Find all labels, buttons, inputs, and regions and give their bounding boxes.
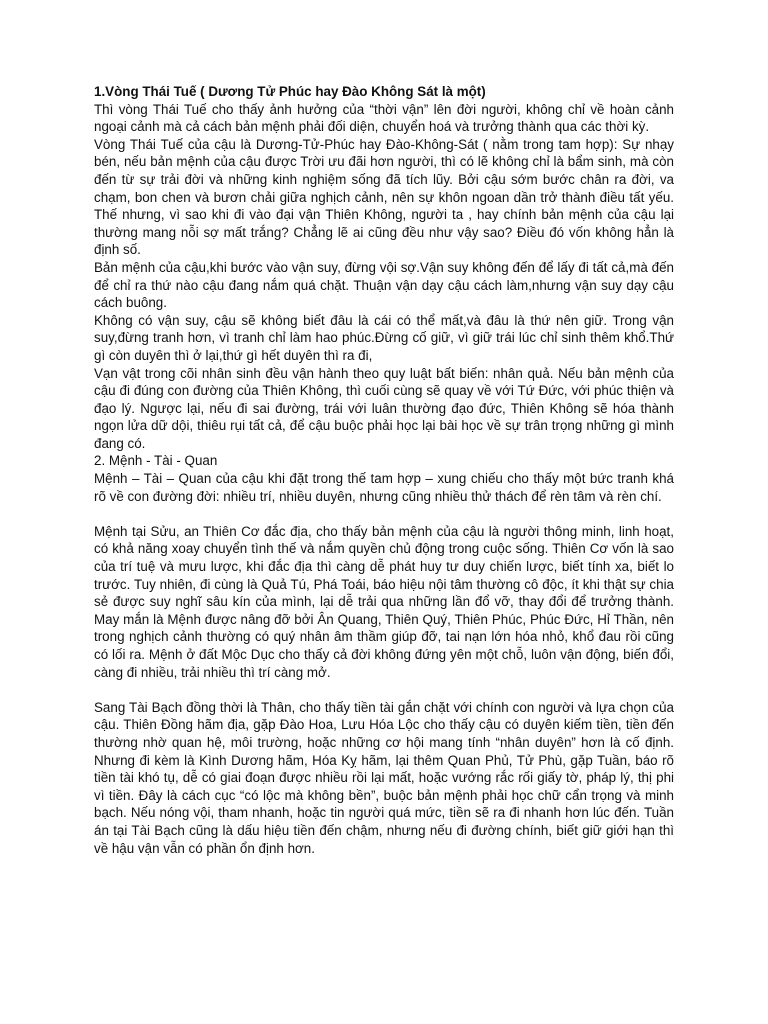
blank-line	[94, 681, 674, 699]
paragraph-menh: Mệnh tại Sửu, an Thiên Cơ đắc địa, cho thấy bản mệnh của cậu là người thông minh, linh hoạt, có khả năng xoay chuyển tình thế và nắm quyền chủ động trong cuộc sống. Thiên Cơ vốn là sao của trí tuệ và mưu lược, khi đắc địa thì càng dễ phát huy tư duy chiến lược, biết tính xa, biết lo trước. Tuy nhiên, đi cùng là Quả Tú, Phá Toái, báo hiệu nội tâm thường cô độc, ít khi thật sự chia sẻ được suy nghĩ sâu kín của mình, lại dễ trải qua những lần đổ vỡ, thay đổi để trưởng thành. May mắn là Mệnh được nâng đỡ bởi Ân Quang, Thiên Quý, Thiên Phúc, Phúc Đức, Hỉ Thần, nên trong nghịch cảnh thường có quý nhân âm thầm giúp đỡ, tai nạn lớn hóa nhỏ, khổ đau rồi cũng có lối ra. Mệnh ở đất Mộc Dục cho thấy cả đời không đứng yên một chỗ, luôn vận động, biến đổi, càng đi nhiều, trải nhiều thì trí càng mở.	[94, 523, 674, 680]
paragraph: Không có vận suy, cậu sẽ không biết đâu là cái có thể mất,và đâu là thứ nên giữ. Trong vận suy,đừng tranh hơn, vì tranh chỉ làm hao phúc.Đừng cố giữ, vì giữ trái lúc chỉ sinh thêm khổ.Thứ gì còn duyên thì ở lại,thứ gì hết duyên thì ra đi,	[94, 312, 674, 363]
section-heading: 2. Mệnh - Tài - Quan	[94, 453, 218, 469]
paragraph: Mệnh – Tài – Quan của cậu khi đặt trong thế tam hợp – xung chiếu cho thấy một bức tranh khá rõ về con đường đời: nhiều trí, nhiều duyên, nhưng cũng nhiều thử thách để rèn tâm và rèn chí.	[94, 471, 674, 504]
section-title: 1.Vòng Thái Tuế ( Dương Tử Phúc hay Đào Không Sát là một)	[94, 84, 486, 99]
paragraph-tai-bach: Sang Tài Bạch đồng thời là Thân, cho thấy tiền tài gắn chặt với chính con người và lựa chọn của cậu. Thiên Đồng hãm địa, gặp Đào Hoa, Lưu Hóa Lộc cho thấy cậu có duyên kiếm tiền, tiền đến thường nhờ quan hệ, môi trường, hoặc những cơ hội mang tính “nhân duyên” hơn là cố định. Nhưng đi kèm là Kình Dương hãm, Hóa Kỵ hãm, lại thêm Quan Phủ, Tử Phù, gặp Tuần, báo rõ tiền tài khó tụ, dễ có giai đoạn được nhiều rồi lại mất, hoặc vướng rắc rối giấy tờ, pháp lý, thị phi vì tiền. Đây là cách cục “có lộc mà không bền”, buộc bản mệnh phải học chữ cẩn trọng và minh bạch. Nếu nóng vội, tham nhanh, hoặc tin người quá mức, tiền sẽ ra đi nhanh hơn lúc đến. Tuần án tại Tài Bạch cũng là dấu hiệu tiền đến chậm, nhưng nếu đi đường chính, biết giữ giới hạn thì về hậu vận vẫn có phần ổn định hơn.	[94, 699, 674, 856]
blank-line	[94, 505, 674, 523]
paragraph: Bản mệnh của cậu,khi bước vào vận suy, đừng vội sợ.Vận suy không đến để lấy đi tất cả,mà đến để chỉ ra thứ nào cậu đang nắm quá chặt. Thuận vận dạy cậu cách làm,nhưng vận suy dạy cậu cách buông.	[94, 259, 674, 311]
paragraph: Vòng Thái Tuế của cậu là Dương-Tử-Phúc hay Đào-Không-Sát ( nằm trong tam hợp): Sự nhạy bén, nếu bản mệnh của cậu được Trời ưu đãi hơn người, thì có lẽ không chỉ là bẩm sinh, mà còn đến từ sự trải đời và những kinh nghiệm sống đã tích lũy. Bởi cậu sớm bước chân ra đời, va chạm, bon chen và bươn chải giữa nghịch cảnh, nên sự khôn ngoan dần trở thành điều tất yếu. Thế nhưng, vì sao khi đi vào đại vận Thiên Không, người ta , hay chính bản mệnh của cậu lại thường mang nỗi sợ mất trắng? Chẳng lẽ ai cũng đều như vậy sao? Điều đó vốn không hẳn là định số.	[94, 136, 674, 258]
paragraph: Vạn vật trong cõi nhân sinh đều vận hành theo quy luật bất biến: nhân quả. Nếu bản mệnh của cậu đi đúng con đường của Thiên Không, thì cuối cùng sẽ quay về với Tứ Đức, với phúc thiện và đạo lý. Ngược lại, nếu đi sai đường, trái với luân thường đạo đức, Thiên Không sẽ hóa thành ngọn lửa dữ dội, thiêu rụi tất cả, để cậu buộc phải học lại bài học về sự trân trọng những gì mình đang có.	[94, 365, 674, 451]
paragraph: Thì vòng Thái Tuế cho thấy ảnh hưởng của “thời vận” lên đời người, không chỉ về hoàn cảnh ngoại cảnh mà cả cách bản mệnh phải đối diện, chuyển hoá và trưởng thành qua các thời kỳ.	[94, 101, 674, 135]
